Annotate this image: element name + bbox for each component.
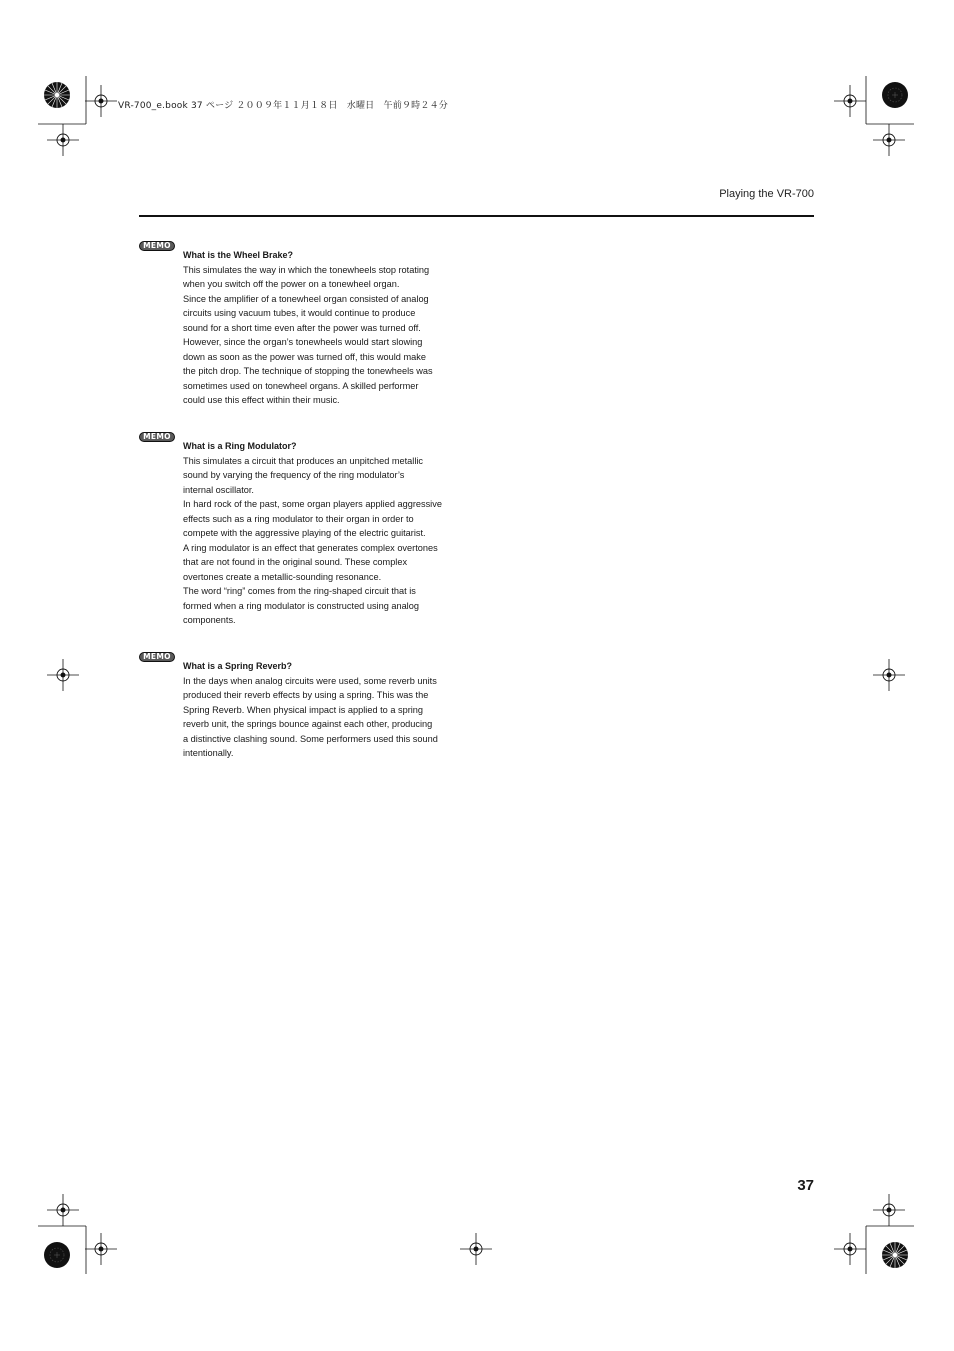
body-line: This simulates the way in which the tonewheels stop rotating <box>183 264 430 275</box>
body-line: sound by varying the frequency of the ring modulator’s <box>183 470 405 480</box>
body-line: The word “ring” comes from the ring-shaped circuit that is <box>183 586 416 596</box>
section-title: What is a Spring Reverb? <box>183 661 293 671</box>
body-line: However, since the organ’s tonewheels would start slowing <box>183 337 423 347</box>
body-line: In hard rock of the past, some organ players applied aggressive <box>183 499 442 509</box>
body-line: components. <box>183 615 236 625</box>
body-line: circuits using vacuum tubes, it would continue to produce <box>183 308 416 318</box>
print-info: VR-700_e.book 37 ページ ２００９年１１月１８日 水曜日 午前９時２４分 <box>118 101 448 111</box>
memo-badge: MEMO <box>139 241 175 251</box>
body-line: Since the amplifier of a tonewheel organ consisted of analog <box>183 293 429 304</box>
body-line: a distinctive clashing sound. Some performers used this sound <box>183 733 438 744</box>
memo-section-wheel-brake <box>183 248 463 408</box>
memo-badge: MEMO <box>139 652 175 662</box>
body-line: when you switch off the power on a tonewheel organ. <box>183 279 400 289</box>
body-line: the pitch drop. The technique of stopping the tonewheels was <box>183 366 433 376</box>
body-line: down as soon as the power was turned off, this would make <box>183 351 426 362</box>
body-line: sometimes used on tonewheel organs. A skilled performer <box>183 380 419 391</box>
page-number: 37 <box>797 1177 814 1194</box>
starburst-mark-top-left <box>44 82 70 108</box>
body-line: produced their reverb effects by using a spring. This was the <box>183 690 429 700</box>
section-title: What is the Wheel Brake? <box>183 250 294 260</box>
body-line: overtones create a metallic-sounding resonance. <box>183 571 382 582</box>
header-rule <box>139 215 814 217</box>
running-header: Playing the VR-700 <box>719 188 814 200</box>
body-line: Spring Reverb. When physical impact is applied to a spring <box>183 704 424 715</box>
body-line: that are not found in the original sound. These complex <box>183 557 408 567</box>
body-line: A ring modulator is an effect that generates complex overtones <box>183 542 438 553</box>
body-line: This simulates a circuit that produces an unpitched metallic <box>183 455 424 466</box>
memo-section-ring-modulator <box>183 439 463 628</box>
body-line: internal oscillator. <box>183 484 254 495</box>
body-line: effects such as a ring modulator to their organ in order to <box>183 513 414 524</box>
body-line: reverb unit, the springs bounce against each other, producing <box>183 719 433 729</box>
memo-badge: MEMO <box>139 432 175 442</box>
section-title: What is a Ring Modulator? <box>183 441 297 451</box>
body-line: intentionally. <box>183 748 234 758</box>
memo-section-spring-reverb <box>183 659 463 761</box>
body-line: could use this effect within their music. <box>183 395 340 405</box>
body-line: In the days when analog circuits were used, some reverb units <box>183 675 437 686</box>
body-line: sound for a short time even after the power was turned off. <box>183 322 421 333</box>
body-line: compete with the aggressive playing of the electric guitarist. <box>183 528 426 538</box>
body-line: formed when a ring modulator is constructed using analog <box>183 600 419 611</box>
